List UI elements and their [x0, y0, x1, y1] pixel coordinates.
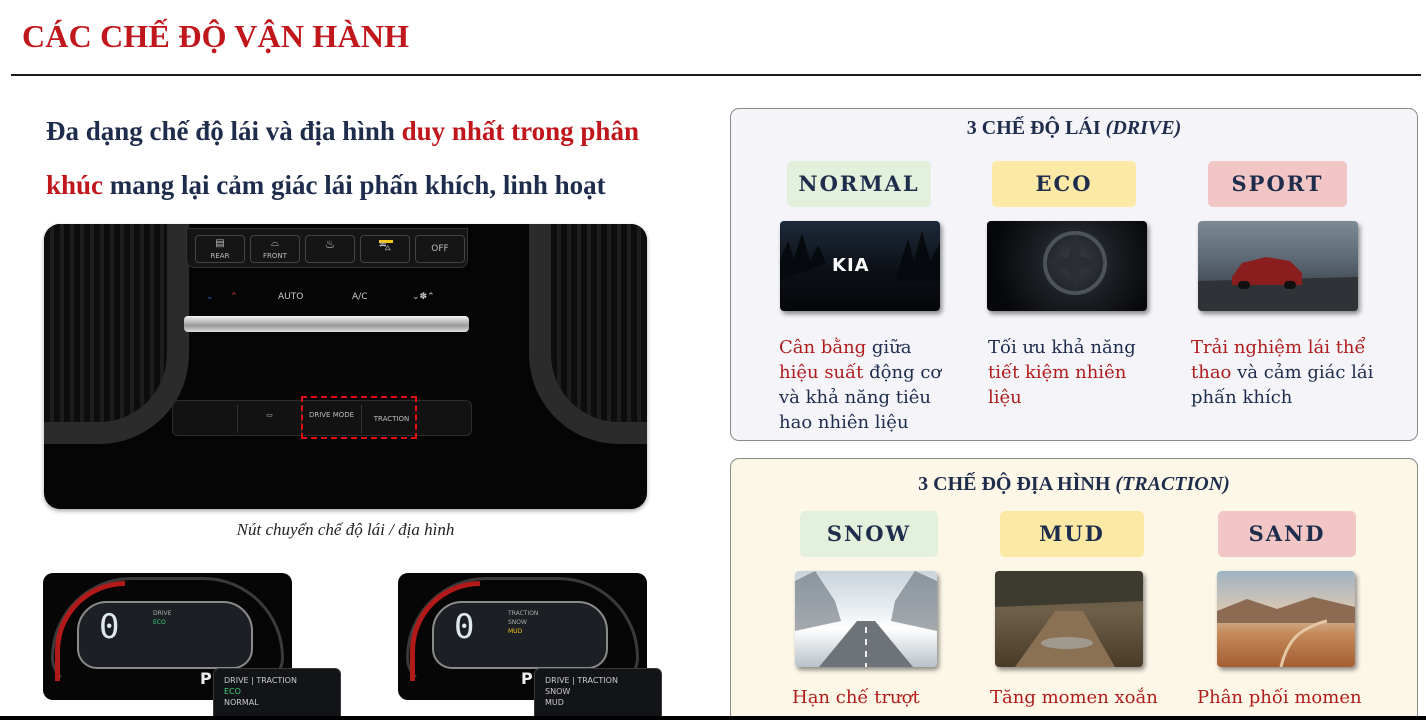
climate-off-button: OFF [415, 235, 465, 263]
kia-logo: KIA [832, 255, 870, 276]
traction-card-title: 3 CHẾ ĐỘ ĐỊA HÌNH (TRACTION) [918, 473, 1230, 495]
air-vent-left [44, 224, 189, 444]
rear-defrost-button: ▤ REAR [195, 235, 245, 263]
snow-badge: SNOW [800, 511, 938, 557]
sport-video-thumbnail [1198, 221, 1358, 311]
drive-card-title: 3 CHẾ ĐỘ LÁI (DRIVE) [966, 117, 1182, 139]
traction-button: TRACTION [361, 405, 421, 433]
front-defrost-button: ⌓ FRONT [250, 235, 300, 263]
snow-description: Hạn chế trượt [792, 687, 920, 708]
drive-mode-button: DRIVE MODE [301, 405, 361, 433]
snow-image [795, 571, 937, 667]
chevron-down-icon: ⌄ [206, 292, 214, 302]
traction-modes-card [730, 458, 1418, 720]
speed-readout: 0 [99, 607, 120, 647]
normal-video-thumbnail [780, 221, 940, 311]
sport-badge: SPORT [1208, 161, 1347, 207]
speed-readout: 0 [454, 607, 475, 647]
eco-video-thumbnail [987, 221, 1147, 311]
climate-controls-row [186, 290, 476, 308]
mud-badge: MUD [1000, 511, 1144, 557]
headline-part2: mang lại cảm giác lái phấn khích, linh hoạt [103, 170, 606, 200]
chevron-up-icon: ⌃ [230, 292, 238, 302]
headline [46, 104, 706, 212]
headline-highlight-a: duy nhất trong phân [401, 116, 639, 146]
fan-icon: ⌄✽⌃ [412, 292, 435, 302]
air-vent-right [529, 224, 647, 444]
eco-description: Tối ưu khả năng tiết kiệm nhiên liệu [988, 337, 1136, 408]
seat-heat-button: ♨ [305, 235, 355, 263]
phone-icon: ▭ [237, 405, 301, 433]
mode-popup: P DRIVE | TRACTION SNOW MUD [534, 668, 662, 720]
headline-part1: Đa dạng chế độ lái và địa hình [46, 116, 402, 146]
instrument-cluster-traction [398, 573, 647, 707]
auto-label: AUTO [278, 292, 304, 302]
drive-modes-card [730, 108, 1418, 441]
mud-description: Tăng momen xoắn [990, 687, 1158, 708]
normal-badge: NORMAL [787, 161, 931, 207]
cluster-menu: TRACTION SNOW MUD [508, 610, 539, 635]
page-title: CÁC CHẾ ĐỘ VẬN HÀNH [22, 18, 410, 54]
eco-badge: ECO [992, 161, 1136, 207]
cluster-menu: DRIVE ECO [153, 610, 172, 626]
title-divider [11, 74, 1421, 76]
bottom-edge [0, 716, 1426, 720]
chrome-trim [184, 316, 469, 332]
mode-popup: P DRIVE | TRACTION ECO NORMAL [213, 668, 341, 720]
headline-highlight-b: khúc [46, 170, 104, 200]
mud-image [995, 571, 1143, 667]
recirculation-button: ⛍ [360, 235, 410, 263]
ac-label: A/C [352, 292, 368, 302]
photo-caption: Nút chuyển chế độ lái / địa hình [236, 520, 455, 539]
sport-description: Trải nghiệm lái thể thao và cảm giác lái phấn khích [1191, 337, 1374, 408]
sand-image [1217, 571, 1355, 667]
sand-description: Phân phối momen [1197, 687, 1362, 708]
console-photo [44, 224, 647, 509]
normal-description: Cân bằng giữa hiệu suất động cơ và khả năng tiêu hao nhiên liệu [779, 337, 942, 433]
climate-button-panel [186, 228, 468, 268]
highlight-box [301, 396, 417, 439]
instrument-cluster-drive [43, 573, 297, 707]
sand-badge: SAND [1218, 511, 1356, 557]
